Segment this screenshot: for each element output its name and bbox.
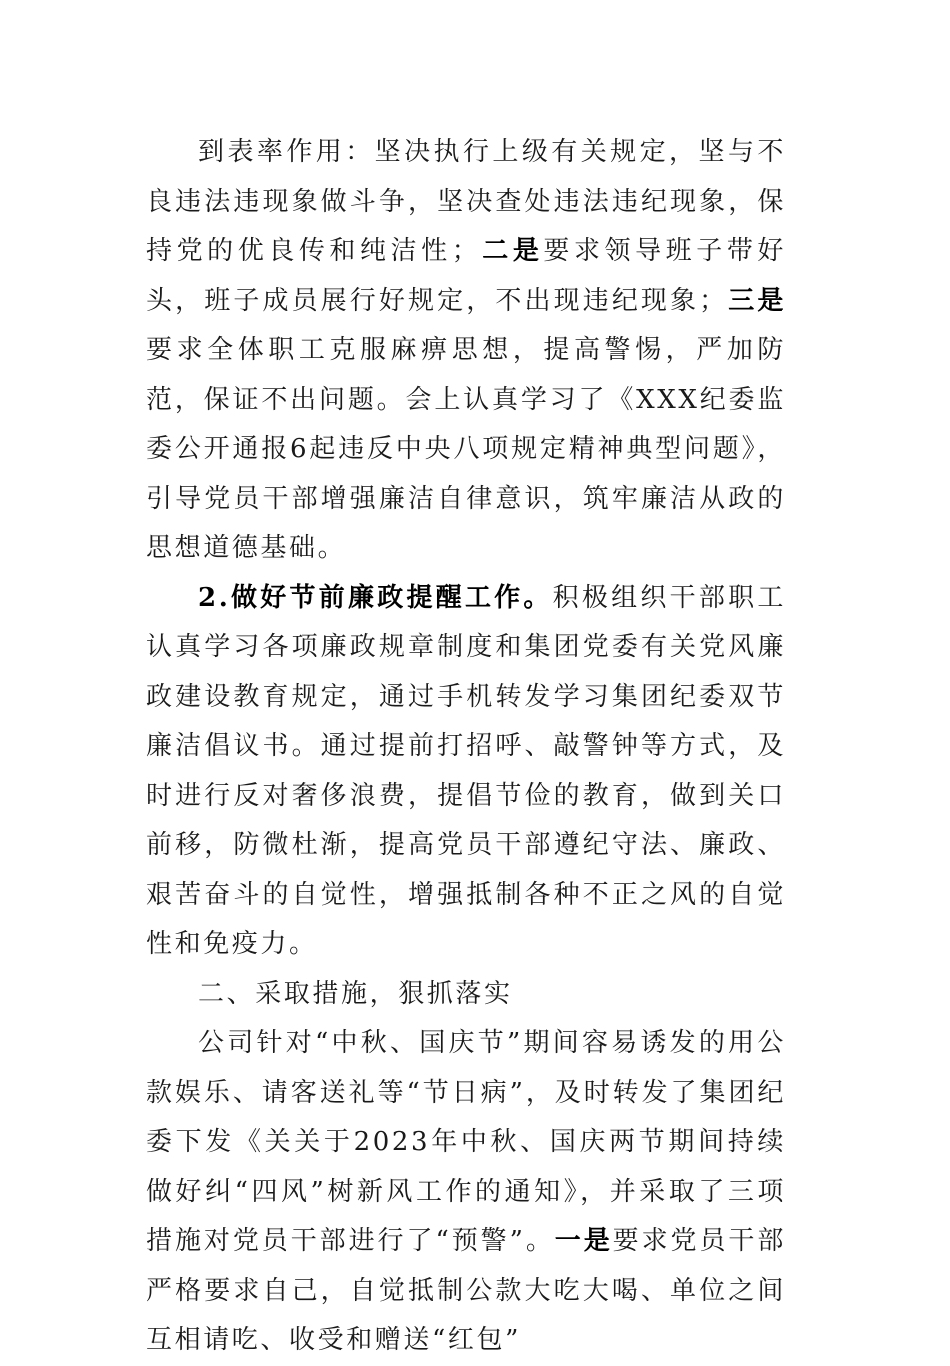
bold-marker-second: 二是 <box>480 236 544 266</box>
section-heading-measures <box>146 970 786 1020</box>
document-body <box>146 128 786 1366</box>
section-heading-2: 2.做好节前廉政提醒工作。 <box>198 582 553 613</box>
bold-marker-third: 三是 <box>727 285 786 316</box>
text-segment: 要求全体职工克服麻痹思想，提高警惕，严加防范，保证不出问题。会上认真学习了《XXX纪委监委公开通报6起违反中央八项规定精神典型问题》，引导党员干部增强廉洁自律意识，筑牢廉洁从政的思想道德基础。 <box>146 335 786 563</box>
text-segment: 要求党员干部严格要求自己，自觉抵制公款大吃大喝、单位之间互相请吃、收受和赠送“红包” <box>146 1226 786 1355</box>
paragraph-holiday-reminder <box>146 574 786 970</box>
text-segment: 积极组织干部职工认真学习各项廉政规章制度和集团党委有关党风廉政建设教育规定，通过手机转发学习集团纪委双节廉洁倡议书。通过提前打招呼、敲警钟等方式，及时进行反对奢侈浪费，提倡节俭的教育，做到关口前移，防微杜渐，提高党员干部遵纪守法、廉政、艰苦奋斗的自觉性，增强抵制各种不正之风的自觉性和免疫力。 <box>146 582 786 959</box>
bold-marker-first: 一是 <box>554 1226 613 1256</box>
text-segment: 要求领导班子带好头，班子成员展行好规定，不出现违纪现象； <box>146 236 786 316</box>
heading-text: 二、采取措施，狠抓落实 <box>198 978 513 1009</box>
paragraph-company-measures <box>146 1019 786 1366</box>
paragraph-discipline-measures <box>146 128 786 574</box>
text-segment: 公司针对“中秋、国庆节”期间容易诱发的用公款娱乐、请客送礼等“节日病”，及时转发了集团纪委下发《关关于2023年中秋、国庆两节期间持续做好纠“四风”树新风工作的通知》，并采取了三项措施对党员干部进行了“预警”。 <box>146 1028 786 1256</box>
text-segment: 到表率作用：坚决执行上级有关规定，坚与不良违法违现象做斗争，坚决查处违法违纪现象，保持党的优良传和纯洁性； <box>146 137 786 266</box>
